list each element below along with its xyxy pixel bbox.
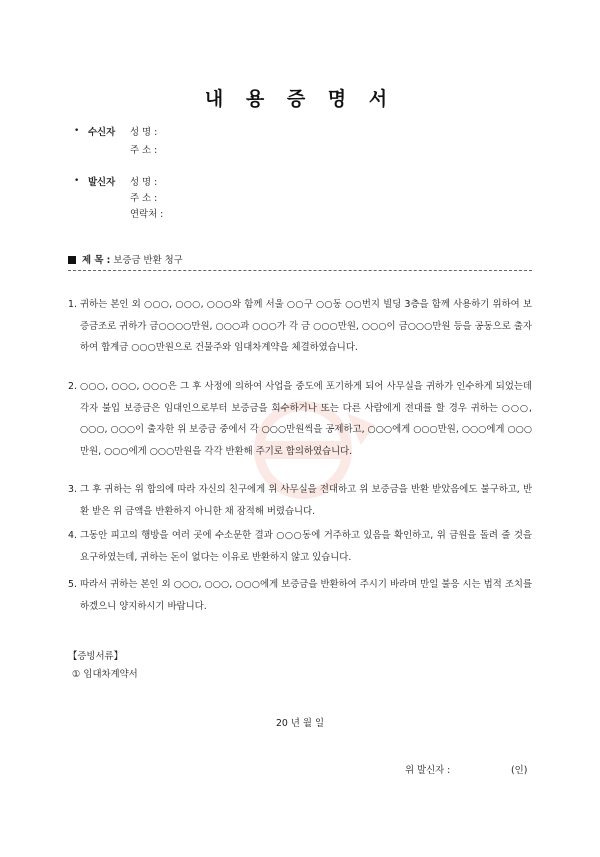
paragraph-number: 3. <box>68 484 77 495</box>
sender-contact-label: 연락처 : <box>130 209 164 220</box>
sender-address-label: 주 소 : <box>130 193 158 204</box>
square-bullet-icon <box>68 256 76 264</box>
paragraph-4 <box>68 525 532 569</box>
paragraph-2 <box>68 376 532 484</box>
paragraph-text: 귀하는 본인 외 ○○○, ○○○, ○○○와 함께 서울 ○○구 ○○동 ○○번지 빌딩 3층을 함께 사용하기 위하여 보증금조로 귀하가 금○○○○만원, ○○○과 ○○○가 각 금 ○○○만원, ○○○이 금○○○만원 등을 공동으로 출자하여 합계금 ○○○만원으로 건물주와 임대차계약을 체결하였습니다. <box>80 299 532 354</box>
paragraph-number: 1. <box>68 299 77 310</box>
sender-name-label: 성 명 : <box>130 177 158 188</box>
paragraph-text: 그 후 귀하는 위 합의에 따라 자신의 친구에게 위 사무실을 전대하고 위 보증금을 반환 받았음에도 불구하고, 반환 받은 위 금액을 반환하지 아니한 채 잠적해 버렸습니다. <box>80 484 532 517</box>
paragraph-1 <box>68 294 532 380</box>
page-title: 내 용 증 명 서 <box>204 88 396 110</box>
subject-value: 보증금 반환 청구 <box>113 255 183 266</box>
paragraph-3 <box>68 479 532 523</box>
paragraph-number: 5. <box>68 579 77 590</box>
paragraph-number: 2. <box>68 381 77 392</box>
paragraph-number: 4. <box>68 530 77 541</box>
sender-heading: 발신자 <box>88 177 116 188</box>
recipient-address-label: 주 소 : <box>130 145 158 156</box>
subject-label: 제 목 : <box>82 255 111 266</box>
recipient-heading: 수신자 <box>88 127 116 138</box>
evidence-item: ① 임대차계약서 <box>72 669 138 680</box>
seal-mark: (인) <box>511 765 528 776</box>
date-line: 20 년 월 일 <box>275 718 325 729</box>
signature-label: 위 발신자 : <box>405 765 451 776</box>
sender-bullet: • <box>74 176 80 186</box>
subject-line <box>68 252 183 266</box>
paragraph-text: 따라서 귀하는 본인 외 ○○○, ○○○, ○○○에게 보증금을 반환하여 주시기 바라며 만일 불응 시는 법적 조치를 하겠으니 양지하시기 바랍니다. <box>80 579 532 612</box>
paragraph-5 <box>68 574 532 618</box>
recipient-bullet: • <box>74 126 80 136</box>
recipient-name-label: 성 명 : <box>130 127 158 138</box>
paragraph-text: ○○○, ○○○, ○○○은 그 후 사정에 의하여 사업을 중도에 포기하게 되어 사무실을 귀하가 인수하게 되었는데 각자 불입 보증금은 임대인으로부터 보증금을 회수하거나 또는 다른 사람에게 전대를 할 경우 귀하는 ○○○, ○○○, ○○○이 출자한 위 보증금 중에서 각 ○○○만원씩을 공제하고, ○○○에게 ○○○만원, ○○○에게 ○○○만원, ○○○에게 ○○○만원을 각각 반환해 주기로 합의하였습니다. <box>80 381 532 457</box>
dashed-divider <box>68 270 532 271</box>
paragraph-text: 그동안 피고의 행방을 여러 곳에 수소문한 결과 ○○○동에 거주하고 있음을 확인하고, 위 금원을 돌려 줄 것을 요구하였는데, 귀하는 돈이 없다는 이유로 반환하지 않고 있습니다. <box>80 530 532 563</box>
evidence-heading: 【증빙서류】 <box>68 651 123 662</box>
